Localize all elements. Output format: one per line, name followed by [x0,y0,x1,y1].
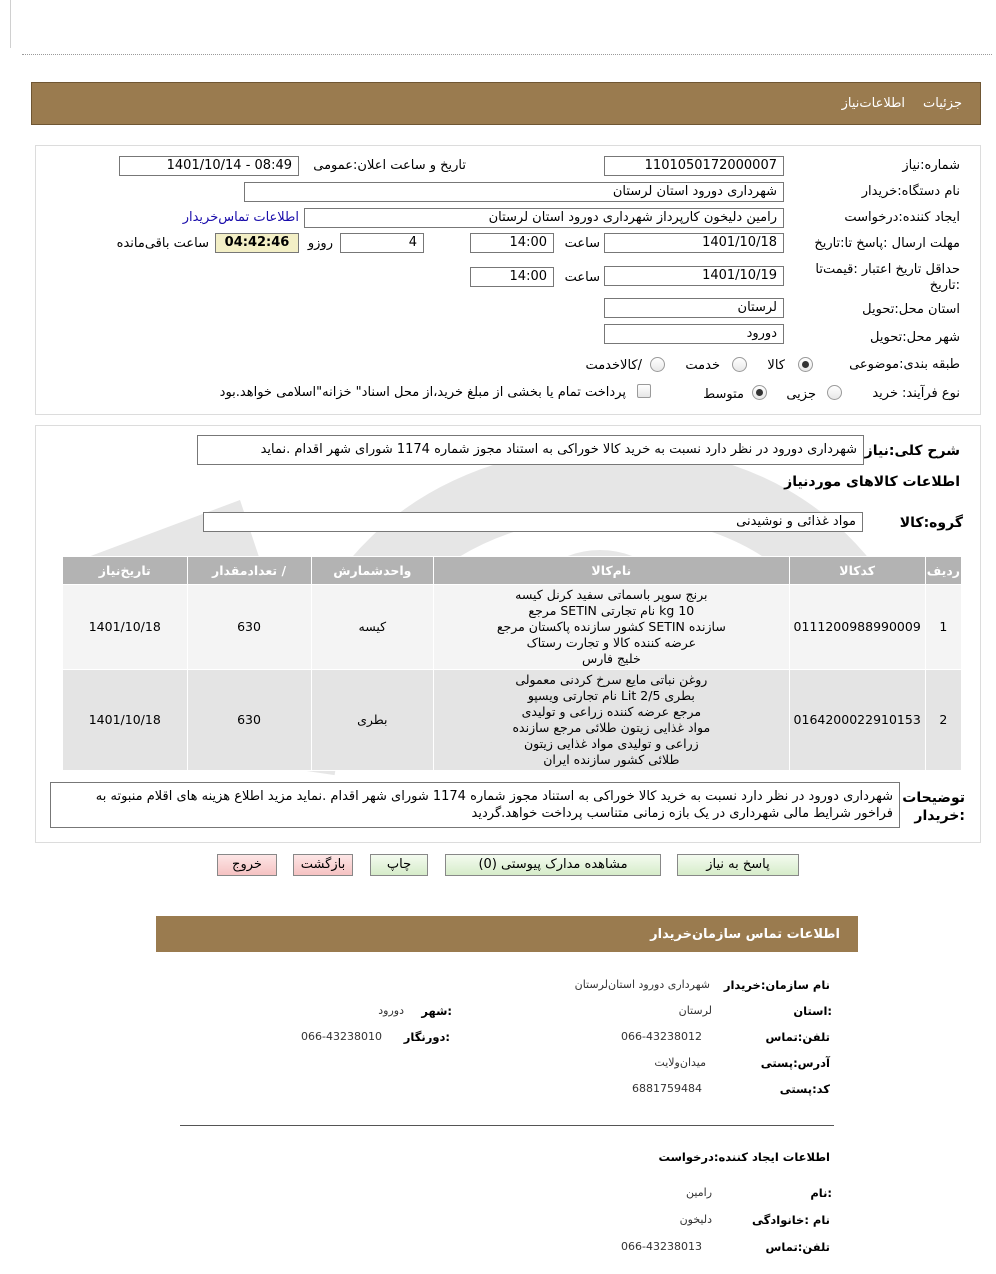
creator-family-value: دلیخون [679,1213,712,1226]
items-table [62,556,962,771]
table-header-row [63,557,962,585]
tab-details[interactable]: جزئیات [923,96,962,111]
radio-partial-label: جزیی [786,387,816,402]
validity-label-line2: :تاریخ [929,278,960,293]
cell-date: 1401/10/18 [63,585,188,670]
province-contact-label: :استان [793,1004,832,1018]
need-number-field: 1101050172000007 [604,156,784,176]
postal-value: 6881759484 [632,1082,702,1095]
reply-button[interactable]: پاسخ به نیاز [677,854,799,876]
validity-time-field: 14:00 [470,267,554,287]
tab-need-info[interactable]: اطلاعات‌نیاز [841,96,906,111]
creator-field: رامین دلیخون کارپرداز شهرداری دورود استان لرستان [304,208,784,228]
radio-goods-service-label: /کالاخدمت [585,358,642,373]
radio-medium-label: متوسط [703,387,744,402]
days-label: روزو [307,236,333,251]
cell-unit: کیسه [311,585,434,670]
items-title: اطلاعات کالاهای موردنیاز [784,474,960,490]
process-label: نوع فرآیند: [902,386,960,401]
need-number-label: شماره:نیاز [902,158,960,173]
fax-value: 066-43238010 [301,1030,382,1043]
name-line: خلیج فارس [581,651,641,666]
name-line: زراعی و تولیدی مواد غذایی زیتون [523,736,699,751]
name-line: سازنده SETIN کشور سازنده پاکستان مرجع [496,619,726,634]
name-line: برنج سوپر باسماتی سفید کرنل کیسه [515,587,708,602]
province-label: استان محل:تحویل [862,302,960,317]
left-edge-line [10,0,11,48]
validity-date-field: 1401/10/19 [604,266,784,286]
name-line: روغن نباتی مایع سرخ کردنی معمولی [515,672,708,687]
col-date: تاریخ‌نیاز [63,557,188,585]
name-line: مرجع عرضه کننده زراعی و تولیدی [521,704,702,719]
deadline-date-field: 1401/10/18 [604,233,784,253]
group-field: مواد غذائی و نوشیدنی [203,512,863,532]
top-dotted-divider [22,54,992,55]
contact-title: اطلاعات تماس سازمان‌خریدار [650,926,840,942]
summary-label: شرح کلی:نیاز [864,443,960,459]
name-line: طلائی کشور سازنده ایران [543,752,680,767]
table-row [63,585,962,670]
radio-partial[interactable] [827,385,842,400]
back-button[interactable]: بازگشت [293,854,353,876]
address-value: میدان‌ولایت [654,1056,706,1069]
name-line: بطری 2/5 Lit نام تجارتی ویسپو [527,688,695,703]
buyer-org-field: شهرداری دورود استان لرستان [244,182,784,202]
cell-qty: 630 [187,670,311,771]
creator-family-label: نام :خانوادگی [752,1213,830,1227]
address-label: آدرس:پستی [760,1056,830,1070]
creator-phone-label: تلفن:تماس [765,1240,830,1254]
radio-goods-service[interactable] [650,357,665,372]
col-row: ردیف [925,557,961,585]
cell-unit: بطری [311,670,434,771]
contact-divider [180,1125,834,1126]
remaining-timer: 04:42:46 [215,233,299,253]
exit-button[interactable]: خروج [217,854,277,876]
phone-value: 066-43238012 [621,1030,702,1043]
cell-date: 1401/10/18 [63,670,188,771]
creator-name-value: رامین [686,1186,712,1199]
page-header-bar [31,82,981,125]
cell-code: 0164200022910153 [789,670,925,771]
name-line: عرضه کننده کالا و تجارت رستاک [526,635,697,650]
buyer-org-label: نام دستگاه:خریدار [861,184,960,199]
notes-label-line2: :خریدار [914,808,965,824]
treasury-payment-checkbox[interactable] [637,384,651,398]
org-value: شهرداری دورود استان‌لرستان [574,978,710,991]
city-contact-label: :شهر [421,1004,452,1018]
category-label: طبقه بندی:موضوعی [849,357,960,372]
city-field: دورود [604,324,784,344]
radio-goods-label: کالا [767,358,785,373]
days-field: 4 [340,233,424,253]
group-label: گروه:کالا [899,515,963,531]
cell-code: 0111200988990009 [789,585,925,670]
announce-field: 1401/10/14 - 08:49 [119,156,299,176]
postal-label: کد:پستی [779,1082,830,1096]
cell-row: 2 [925,670,961,771]
name-line: 10 kg نام تجارتی SETIN مرجع [528,603,695,618]
attachments-button[interactable]: مشاهده مدارک پیوستی (0) [445,854,661,876]
col-qty: / تعدادمقدار [187,557,311,585]
table-row [63,670,962,771]
phone-label: تلفن:تماس [765,1030,830,1044]
col-unit: واحدشمارش [311,557,434,585]
radio-service[interactable] [732,357,747,372]
fax-label: :دورنگار [403,1030,450,1044]
deadline-label: مهلت ارسال :پاسخ تا:تاریخ [814,236,960,251]
radio-service-label: خدمت [685,358,720,373]
deadline-hour-label: ساعت [564,236,600,251]
validity-label-line1: حداقل تاریخ اعتبار :قیمت‌تا [815,262,960,277]
creator-name-label: :نام [810,1186,832,1200]
remaining-label: ساعت باقی‌مانده [116,236,209,251]
print-button[interactable]: چاپ [370,854,428,876]
col-code: کدکالا [789,557,925,585]
announce-label: تاریخ و ساعت اعلان:عمومی [313,158,466,173]
creator-info-title: اطلاعات ایجاد کننده:درخواست [658,1150,830,1164]
buyer-contact-link[interactable]: اطلاعات تماس‌خریدار [182,210,299,225]
contact-section-header [156,916,858,952]
province-field: لرستان [604,298,784,318]
creator-phone-value: 066-43238013 [621,1240,702,1253]
radio-medium[interactable] [752,385,767,400]
deadline-time-field: 14:00 [470,233,554,253]
cell-name [434,670,789,771]
name-line: مواد غذایی زیتون طلائی مرجع سازنده [512,720,711,735]
notes-field [50,782,900,828]
treasury-payment-note: پرداخت تمام یا بخشی از مبلغ خرید،از محل اسناد" خزانه"اسلامی خواهد.بود [219,385,626,400]
cell-row: 1 [925,585,961,670]
process-buy-label: خرید [872,386,898,401]
creator-label: ایجاد کننده:درخواست [844,210,960,225]
city-contact-value: دورود [378,1004,404,1017]
notes-label-line1: توضیحات [902,790,965,806]
org-label: نام سازمان:خریدار [723,978,830,992]
cell-name [434,585,789,670]
validity-hour-label: ساعت [564,270,600,285]
cell-qty: 630 [187,585,311,670]
province-contact-value: لرستان [678,1004,712,1017]
radio-goods[interactable] [798,357,813,372]
summary-field: شهرداری دورود در نظر دارد نسبت به خرید کالا خوراکی به استناد مجوز شماره 1174 شورای شهر اقدام .نماید [197,435,864,465]
col-name: نام‌کالا [434,557,789,585]
city-label: شهر محل:تحویل [870,330,960,345]
notes-text: شهرداری دورود در نظر دارد نسبت به خرید کالا خوراکی به استناد مجوز شماره 1174 شورای شهر اقدام .نماید مزید اطلاع هزینه های اقلام منبوته به فراخور شرایط مالی شهرداری در یک بازه زمانی متناسب پرداخت خواهد.گردید [95,789,893,821]
